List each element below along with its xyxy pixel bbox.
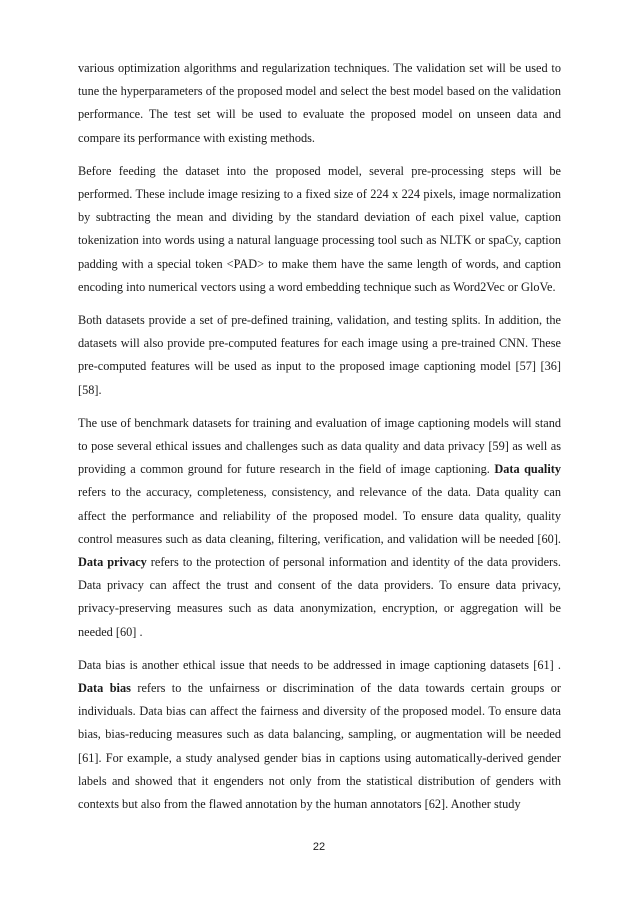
- page-number: 22: [312, 841, 326, 853]
- paragraph: [78, 654, 561, 816]
- bold-term-data-bias: Data bias: [78, 681, 131, 696]
- text-segment: refers to the accuracy, completeness, consistency, and relevance of the data. Data quality can affect the performance and reliability of the proposed model. To ensure data quality, quality control measures such as data cleaning, filtering, verification, and validation will be needed [60].: [78, 485, 561, 546]
- text-segment: various optimization algorithms and regularization techniques. The validation set will be used to tune the hyperparameters of the proposed model and select the best model based on the validation performance. The test set will be used to evaluate the proposed model on unseen data and compare its performance with existing methods.: [78, 61, 561, 145]
- paragraph: [78, 412, 561, 644]
- text-segment: The use of benchmark datasets for training and evaluation of image captioning models will stand to pose several ethical issues and challenges such as data quality and data privacy [59] as well as providing a common ground for future research in the field of image captioning.: [78, 415, 561, 477]
- paragraph: [78, 160, 561, 299]
- text-segment: refers to the unfairness or discrimination of the data towards certain groups or individuals. Data bias can affect the fairness and diversity of the proposed model. To ensure data bias, bias-reducing measures such as data balancing, sampling, or augmentation will be needed [61]. For example, a study analysed gender bias in captions using automatically-derived gender labels and showed that it engenders not only from the statistical distribution of genders with contexts but also from the flawed annotation by the human annotators [62]. Another study: [78, 681, 561, 812]
- paragraph: [78, 57, 561, 150]
- paragraph: [78, 309, 561, 402]
- bold-term-data-privacy: Data privacy: [78, 555, 147, 570]
- bold-term-data-quality: Data quality: [494, 462, 561, 477]
- text-segment: refers to the protection of personal information and identity of the data providers. Data privacy can affect the trust and consent of the data providers. To ensure data privacy, privacy-preserving measures such as data anonymization, encryption, or aggregation will be needed [60] .: [78, 555, 561, 639]
- text-segment: Data bias is another ethical issue that needs to be addressed in image captioning datasets [61] .: [78, 657, 561, 672]
- body-text: [78, 57, 561, 826]
- text-segment: Both datasets provide a set of pre-defined training, validation, and testing splits. In addition, the datasets will also provide pre-computed features for each image using a pre-trained CNN. These pre-computed features will be used as input to the proposed image captioning model [57] [36] [58].: [78, 313, 561, 397]
- text-segment: Before feeding the dataset into the proposed model, several pre-processing steps will be performed. These include image resizing to a fixed size of 224 x 224 pixels, image normalization by subtracting the mean and dividing by the standard deviation of each pixel value, caption tokenization into words using a natural language processing tool such as NLTK or spaCy, caption padding with a special token <PAD> to make them have the same length of words, and caption encoding into numerical vectors using a word embedding technique such as Word2Vec or GloVe.: [78, 163, 561, 294]
